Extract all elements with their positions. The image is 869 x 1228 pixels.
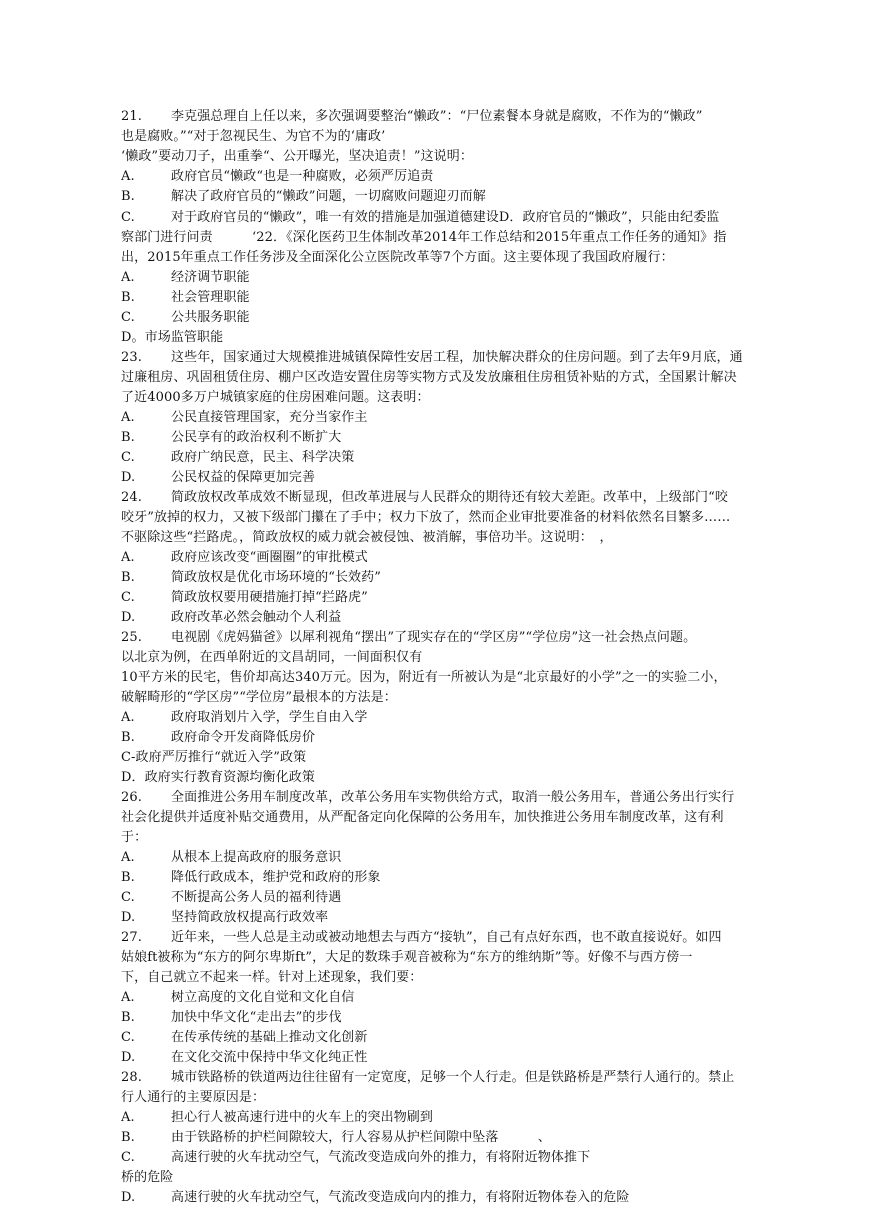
q26-stem-line-2: 社会化提供并适度补贴交通费用，从严配备定向化保障的公务用车，加快推进公务用车制度改革，这有利 xyxy=(121,810,724,825)
q26-stem-line-1: 26. 全面推进公务用车制度改革，改革公务用车实物供给方式，取消一般公务用车，普通公务出行实行 xyxy=(121,788,841,808)
q24-stem-line-3: 不驱除这些“拦路虎。，简政放权的威力就会被侵蚀、被消解，事倍功半。这说明： ， xyxy=(121,530,613,545)
q27-option-b: B. 加快中华文化“走出去”的步伐 xyxy=(121,1010,342,1025)
q23-option-a: A. 公民直接管理国家，充分当家作主 xyxy=(121,410,368,425)
q24-number: 24. xyxy=(121,490,142,505)
q22-stem-line-2: 出，2015年重点工作任务涉及全面深化公立医院改革等7个方面。这主要体现了我国政府履行： xyxy=(121,250,674,265)
q28-stem-line-1: 28. 城市铁路桥的铁道两边往往留有一定宽度，足够一个人行走。但是铁路桥是严禁行人通行的。禁止 xyxy=(121,1068,841,1088)
q22-option-d: D。市场监管职能 xyxy=(121,330,224,345)
q21-number: 21. xyxy=(121,109,142,124)
q26-number: 26. xyxy=(121,790,142,805)
q27-stem-line-3: 下，自己就立不起来一样。针对上述现象，我们要： xyxy=(121,970,423,985)
q27-number: 27. xyxy=(121,930,142,945)
q21-option-b: B. 解决了政府官员的“懒政”问题，一切腐败问题迎刃而解 xyxy=(121,189,486,204)
q23-stem-line-3: 了近4000多万户城镇家庭的住房困难问题。这表明： xyxy=(121,390,430,405)
q28-option-d: D. 高速行驶的火车扰动空气，气流改变造成向内的推力，有将附近物体卷入的危险 xyxy=(121,1190,630,1205)
q28-stem-line-2: 行人通行的主要原因是： xyxy=(121,1090,266,1105)
q27-option-d: D. 在文化交流中保持中华文化纯正性 xyxy=(121,1050,368,1065)
q21-stem-line-2: 也是腐败。”“对于忽视民生、为官不为的‘庸政’ xyxy=(121,129,386,144)
q25-option-a: A. 政府取消划片入学，学生自由入学 xyxy=(121,710,368,725)
q23-stem-line-1: 23. 这些年，国家通过大规模推进城镇保障性安居工程，加快解决群众的住房问题。到了去年9月底，通 xyxy=(121,348,841,368)
q21-stem-line-1: 21. 李克强总理自上任以来，多次强调要整治“懒政”：“尸位素餐本身就是腐败，不作为的“懒政” xyxy=(121,107,841,127)
q28-number: 28. xyxy=(121,1070,142,1085)
q25-option-b: B. 政府命令开发商降低房价 xyxy=(121,730,316,745)
q23-option-d: D. 公民权益的保障更加完善 xyxy=(121,470,316,485)
q24-option-b: B. 简政放权是优化市场环境的“长效药” xyxy=(121,570,381,585)
q27-stem-line-1: 27. 近年来，一些人总是主动或被动地想去与西方“接轨”，自己有点好东西，也不敢直接说好。如四 xyxy=(121,928,841,948)
q22-option-a: A. 经济调节职能 xyxy=(121,270,250,285)
q25-stem-line-3: 10平方米的民宅，售价却高达340万元。因为，附近有一所被认为是“北京最好的小学”之一的实验二小， xyxy=(121,670,727,685)
q27-option-a: A. 树立高度的文化自觉和文化自信 xyxy=(121,990,355,1005)
q25-stem-line-2: 以北京为例，在西单附近的文昌胡同，一间面积仅有 xyxy=(121,650,423,665)
q28-option-a: A. 担心行人被高速行进中的火车上的突出物刷到 xyxy=(121,1110,434,1125)
q21-option-a: A. 政府官员“懒政“也是一种腐败，必须严厉追责 xyxy=(121,169,434,184)
q22-option-c: C. 公共服务职能 xyxy=(121,310,250,325)
q26-option-d: D. 坚持简政放权提高行政效率 xyxy=(121,910,329,925)
q25-stem-line-4: 破解畸形的“学区房”“学位房”最根本的方法是： xyxy=(121,690,397,705)
q25-option-d: D．政府实行教育资源均衡化政策 xyxy=(121,770,315,785)
q24-option-c: C. 简政放权要用硬措施打掉“拦路虎” xyxy=(121,590,368,605)
q23-number: 23. xyxy=(121,350,142,365)
q27-option-c: C. 在传承传统的基础上推动文化创新 xyxy=(121,1030,368,1045)
q28-option-c-continued: 桥的危险 xyxy=(121,1170,174,1185)
q24-stem-line-2: 咬牙”放掉的权力，又被下级部门攥在了手中；权力下放了，然而企业审批要准备的材料依然名目繁多…… xyxy=(121,510,731,525)
q26-option-b: B. 降低行政成本，维护党和政府的形象 xyxy=(121,870,381,885)
q23-option-c: C. 政府广纳民意，民主、科学决策 xyxy=(121,450,355,465)
q26-stem-line-3: 于： xyxy=(121,830,148,845)
q21-stem-line-3: ‘懒政”要动刀子，出重拳“、公开曝光，坚决追责！”这说明： xyxy=(121,149,473,164)
q24-option-a: A. 政府应该改变“画圈圈”的审批模式 xyxy=(121,550,368,565)
q28-option-c: C. 高速行驶的火车扰动空气，气流改变造成向外的推力，有将附近物体推下 xyxy=(121,1150,591,1165)
q25-stem-line-1: 25. 电视剧《虎妈猫爸》以犀利视角“摆出”了现实存在的“学区房”“学位房”这一社会热点问题。 xyxy=(121,628,841,648)
q23-stem-line-2: 过廉租房、巩固租赁住房、棚户区改造安置住房等实物方式及发放廉租住房租赁补贴的方式，全国累计解决 xyxy=(121,370,737,385)
q23-option-b: B. 公民享有的政治权利不断扩大 xyxy=(121,430,342,445)
q26-option-a: A. 从根本上提高政府的服务意识 xyxy=(121,850,342,865)
q25-option-c: C-政府严厉推行“就近入学”政策 xyxy=(121,750,307,765)
q21-option-c-continued: 察部门进行问责 ‘22．《深化医药卫生体制改革2014年工作总结和2015年重点工作任务的通知》指 xyxy=(121,230,727,245)
q22-option-b: B. 社会管理职能 xyxy=(121,290,250,305)
q26-option-c: C. 不断提高公务人员的福利待遇 xyxy=(121,890,342,905)
q24-stem-line-1: 24. 简政放权改革成效不断显现，但改革进展与人民群众的期待还有较大差距。改革中，上级部门“咬 xyxy=(121,488,841,508)
q24-option-d: D. 政府改革必然会触动个人利益 xyxy=(121,610,342,625)
q21-option-c: C. 对于政府官员的“懒政”，唯一有效的措施是加强道德建设D．政府官员的“懒政”，只能由纪委监 xyxy=(121,210,720,225)
q25-number: 25. xyxy=(121,630,142,645)
q28-option-b: B. 由于铁路桥的护栏间隙较大，行人容易从护栏间隙中坠落 、 xyxy=(121,1130,551,1145)
q27-stem-line-2: 姑娘ft被称为“东方的阿尔卑斯ft”，大足的数珠手观音被称为“东方的维纳斯”等。好像不与西方傍一 xyxy=(121,950,693,965)
